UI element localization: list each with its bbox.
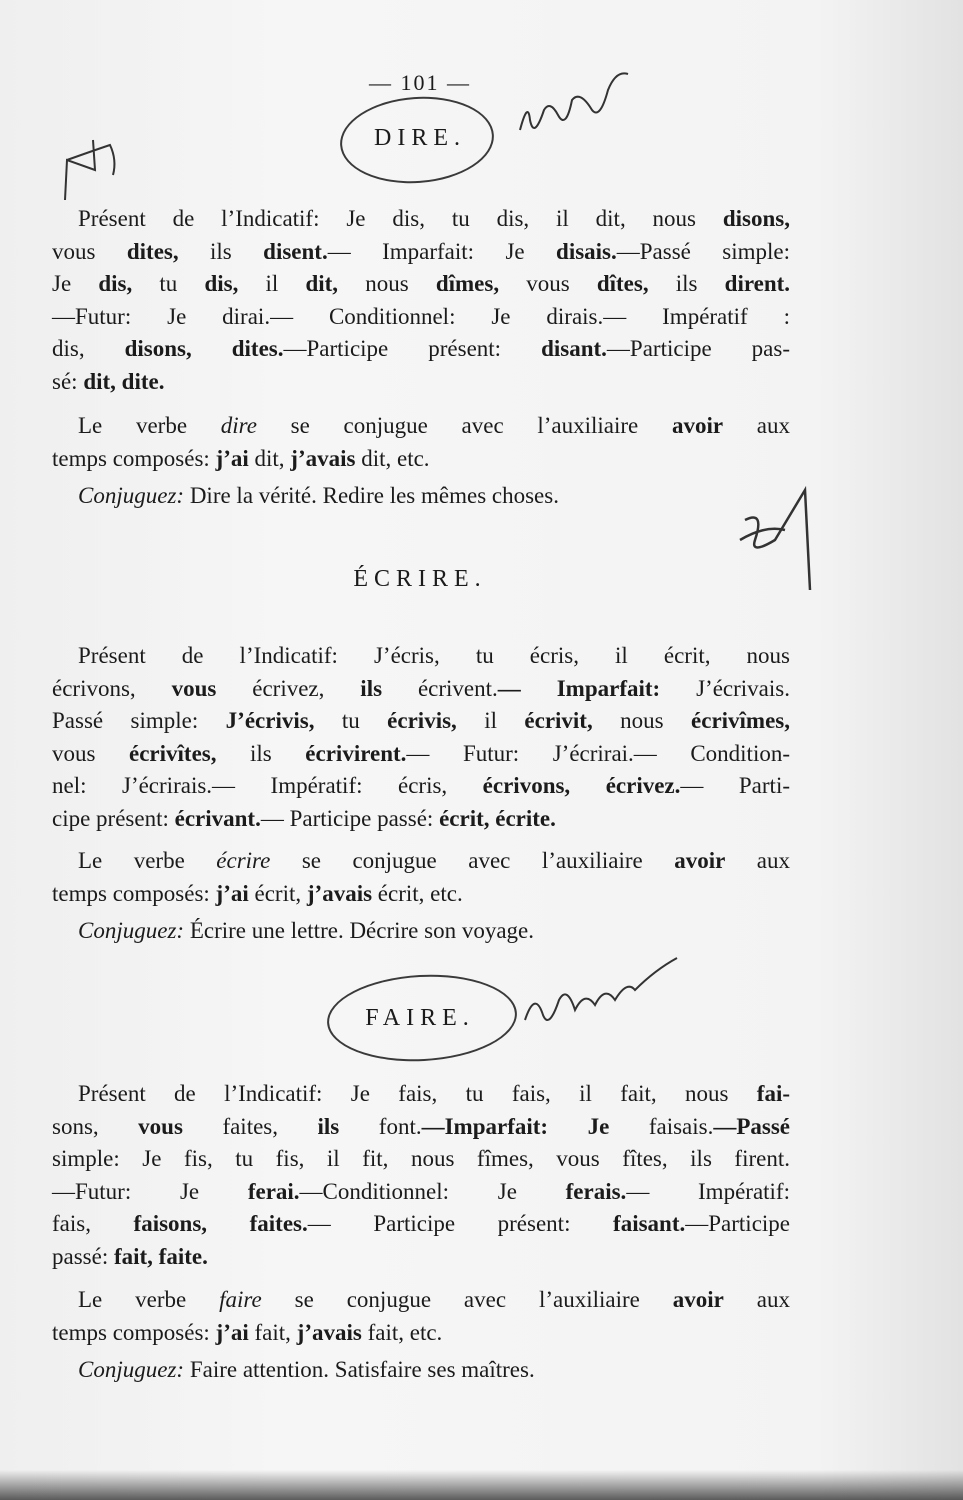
text-segment: Présent de l’Indicatif: Je fais, tu fais, il fait, nous	[78, 1081, 757, 1106]
text-segment	[192, 336, 232, 361]
text-line	[52, 1284, 790, 1317]
text-segment: se conjugue avec l’auxiliaire	[261, 1287, 673, 1312]
text-segment: ils	[178, 238, 264, 264]
text-line	[52, 268, 790, 301]
text-segment: nous	[592, 708, 692, 733]
text-segment: fai-	[756, 1081, 790, 1106]
text-segment	[570, 773, 606, 798]
section-title-dire: DIRE.	[374, 125, 466, 151]
text-segment: écrivîtes,	[129, 740, 217, 766]
text-segment: dis,	[98, 271, 133, 296]
text-segment: écrivîmes,	[691, 708, 791, 733]
text-segment: nous	[338, 271, 436, 296]
text-segment: ferai.	[247, 1178, 300, 1204]
text-segment: écrivirent.	[305, 740, 407, 766]
text-segment: sé:	[52, 368, 84, 394]
text-line	[52, 1078, 790, 1111]
exercise-text: Dire la vérité. Redire les mêmes choses.	[184, 483, 559, 508]
text-segment: disent.	[263, 238, 328, 264]
text-segment: dit, dite.	[83, 368, 165, 394]
text-segment: temps composés:	[52, 880, 216, 906]
text-line	[52, 738, 790, 771]
dire-auxiliary	[52, 410, 790, 475]
text-segment: disons,	[722, 206, 790, 231]
exercise-label: Conjuguez:	[78, 918, 185, 943]
text-segment: — Impératif:	[626, 1178, 790, 1204]
text-segment: écrivez,	[252, 675, 325, 701]
text-line	[52, 443, 790, 476]
text-segment: Passé simple:	[52, 708, 226, 733]
text-segment: — Participe présent:	[307, 1211, 614, 1236]
scan-edge-shadow	[0, 1470, 963, 1500]
text-line	[52, 1143, 790, 1176]
text-segment: dit,	[248, 445, 291, 471]
text-line	[52, 203, 790, 236]
text-segment: fait, faite.	[113, 1243, 208, 1269]
text-segment: dis,	[204, 271, 239, 296]
text-segment: — Participe passé:	[260, 805, 440, 831]
exercise-label: Conjuguez:	[78, 483, 185, 508]
text-line	[52, 1111, 790, 1144]
text-segment: ils	[216, 740, 306, 766]
text-segment: vous	[499, 271, 597, 296]
text-line	[52, 673, 790, 706]
text-segment: Le verbe	[78, 848, 217, 873]
text-segment: temps composés:	[52, 1319, 216, 1345]
text-segment: ils	[648, 271, 725, 296]
text-segment: fais,	[52, 1211, 134, 1236]
text-line	[52, 803, 790, 836]
text-segment: — Imparfait:	[497, 675, 697, 701]
text-segment: dîtes,	[596, 271, 649, 296]
text-segment: j’ai	[215, 445, 249, 471]
text-segment: écrivant.	[174, 805, 261, 831]
exercise-label: Conjuguez:	[78, 1357, 185, 1382]
text-segment: disant.	[541, 336, 607, 361]
text-segment: dire	[220, 413, 257, 438]
text-segment: avoir	[671, 413, 724, 438]
text-segment: nel: J’écrirais.— Impératif: écris,	[52, 773, 483, 798]
text-segment: aux	[725, 848, 790, 873]
text-segment: disons,	[124, 336, 192, 361]
text-segment: dites.	[231, 336, 284, 361]
text-segment: écrivit,	[524, 708, 593, 733]
text-segment: tu	[132, 271, 205, 296]
text-segment: — Imparfait: Je	[327, 238, 557, 264]
text-segment: écrivent.	[417, 675, 498, 701]
pencil-scribble-dire	[500, 60, 640, 150]
text-segment: —Conditionnel: Je	[299, 1178, 566, 1204]
text-line	[52, 236, 790, 269]
text-segment: Présent de l’Indicatif: J’écris, tu écris, il écrit, nous	[78, 643, 790, 668]
section-title-ecrire: ÉCRIRE.	[353, 566, 487, 592]
text-segment: —Participe	[685, 1211, 790, 1236]
text-segment: vous	[98, 1113, 223, 1139]
text-segment: —Passé	[713, 1113, 791, 1139]
text-segment: ferais.	[565, 1178, 627, 1204]
text-segment	[207, 1211, 250, 1236]
text-segment: j’avais	[306, 880, 373, 906]
ecrire-auxiliary	[52, 845, 790, 910]
text-segment: se conjugue avec l’auxiliaire	[270, 848, 675, 873]
text-line	[52, 1317, 790, 1350]
text-segment: J’écrivais.	[696, 675, 790, 701]
text-segment: il	[238, 271, 306, 296]
faire-conjugation	[52, 1078, 790, 1273]
section-title-faire: FAIRE.	[365, 1005, 475, 1031]
text-segment: vous	[52, 238, 127, 264]
pencil-scribble-faire	[515, 950, 695, 1040]
text-segment: écrit,	[248, 880, 307, 906]
pencil-mark-right	[725, 480, 825, 600]
text-segment: écrit, etc.	[372, 880, 463, 906]
text-segment: —Passé simple:	[616, 238, 790, 264]
text-line	[52, 845, 790, 878]
text-line	[52, 333, 790, 366]
text-segment: disais.	[556, 238, 617, 264]
text-segment: —Imparfait: Je	[421, 1113, 649, 1139]
text-line	[52, 1208, 790, 1241]
text-line	[52, 301, 790, 334]
text-line	[52, 1176, 790, 1209]
text-segment: ils	[278, 1113, 379, 1139]
text-segment: vous	[52, 740, 129, 766]
text-segment: cipe présent:	[52, 805, 175, 831]
text-line	[52, 366, 790, 399]
text-segment: dirent.	[724, 271, 791, 296]
dire-conjugation	[52, 203, 790, 398]
text-segment: dit, etc.	[355, 445, 430, 471]
text-segment: Présent de l’Indicatif: Je dis, tu dis, il dit, nous	[78, 206, 723, 231]
ecrire-conjugation	[52, 640, 790, 835]
text-segment: passé:	[52, 1243, 114, 1269]
text-segment: aux	[723, 1287, 790, 1312]
text-segment: font.	[378, 1113, 422, 1139]
text-segment: écrire	[216, 848, 271, 873]
text-segment: écrivez.	[605, 773, 681, 798]
text-segment: —Futur: Je dirai.— Conditionnel: Je dirais.— Impératif :	[52, 303, 790, 329]
text-line	[52, 640, 790, 673]
text-segment: dit,	[305, 271, 339, 296]
text-segment: — Futur: J’écrirai.— Condition-	[406, 740, 791, 766]
ecrire-exercise	[52, 915, 790, 948]
text-segment: avoir	[672, 1287, 724, 1312]
text-segment: tu	[314, 708, 388, 733]
page-number: — 101 —	[369, 70, 471, 95]
faire-exercise	[52, 1354, 790, 1387]
text-segment: j’ai	[215, 880, 249, 906]
text-segment: faisais.	[648, 1113, 714, 1139]
text-line	[52, 770, 790, 803]
text-segment: —Participe présent:	[283, 336, 542, 361]
text-segment: temps composés:	[52, 445, 216, 471]
text-segment: faites,	[222, 1113, 278, 1139]
dire-exercise	[52, 480, 790, 513]
text-segment: il	[456, 708, 525, 733]
text-segment: dîmes,	[435, 271, 500, 296]
text-segment: se conjugue avec l’auxiliaire	[256, 413, 672, 438]
text-segment: J’écrivis,	[225, 708, 315, 733]
text-segment: j’ai	[215, 1319, 249, 1345]
text-segment: sons,	[52, 1113, 99, 1139]
text-line	[52, 705, 790, 738]
text-segment: ils	[324, 675, 418, 701]
text-line	[52, 878, 790, 911]
text-segment: Je	[52, 271, 99, 296]
text-segment: écrivis,	[387, 708, 457, 733]
pencil-mark-top-left	[55, 130, 135, 210]
text-segment: dites,	[126, 238, 179, 264]
text-segment: faire	[219, 1287, 262, 1312]
text-segment: dis,	[52, 336, 125, 361]
text-segment: fait, etc.	[361, 1319, 443, 1345]
text-segment: avoir	[674, 848, 726, 873]
text-segment: faisons,	[133, 1211, 208, 1236]
text-segment: simple: Je fis, tu fis, il fit, nous fîmes, vous fîtes, ils firent.	[52, 1146, 790, 1171]
text-segment: — Parti-	[680, 773, 790, 798]
text-segment: vous	[135, 675, 253, 701]
faire-auxiliary	[52, 1284, 790, 1349]
exercise-text: Écrire une lettre. Décrire son voyage.	[184, 918, 535, 943]
exercise-text: Faire attention. Satisfaire ses maîtres.	[184, 1357, 535, 1382]
text-segment: écrivons,	[52, 675, 136, 701]
text-line	[52, 1241, 790, 1274]
text-segment: j’avais	[290, 445, 356, 471]
text-segment: écrit, écrite.	[439, 805, 556, 831]
text-segment: j’avais	[296, 1319, 362, 1345]
text-segment: fait,	[248, 1319, 297, 1345]
text-segment: écrivons,	[482, 773, 571, 798]
text-segment: —Futur: Je	[52, 1178, 248, 1204]
text-segment: —Participe pas-	[606, 336, 790, 361]
text-line	[52, 410, 790, 443]
text-segment: Le verbe	[78, 1287, 220, 1312]
text-segment: faisant.	[613, 1211, 686, 1236]
text-segment: Le verbe	[78, 413, 221, 438]
text-segment: faites.	[249, 1211, 308, 1236]
text-segment: aux	[723, 413, 790, 438]
